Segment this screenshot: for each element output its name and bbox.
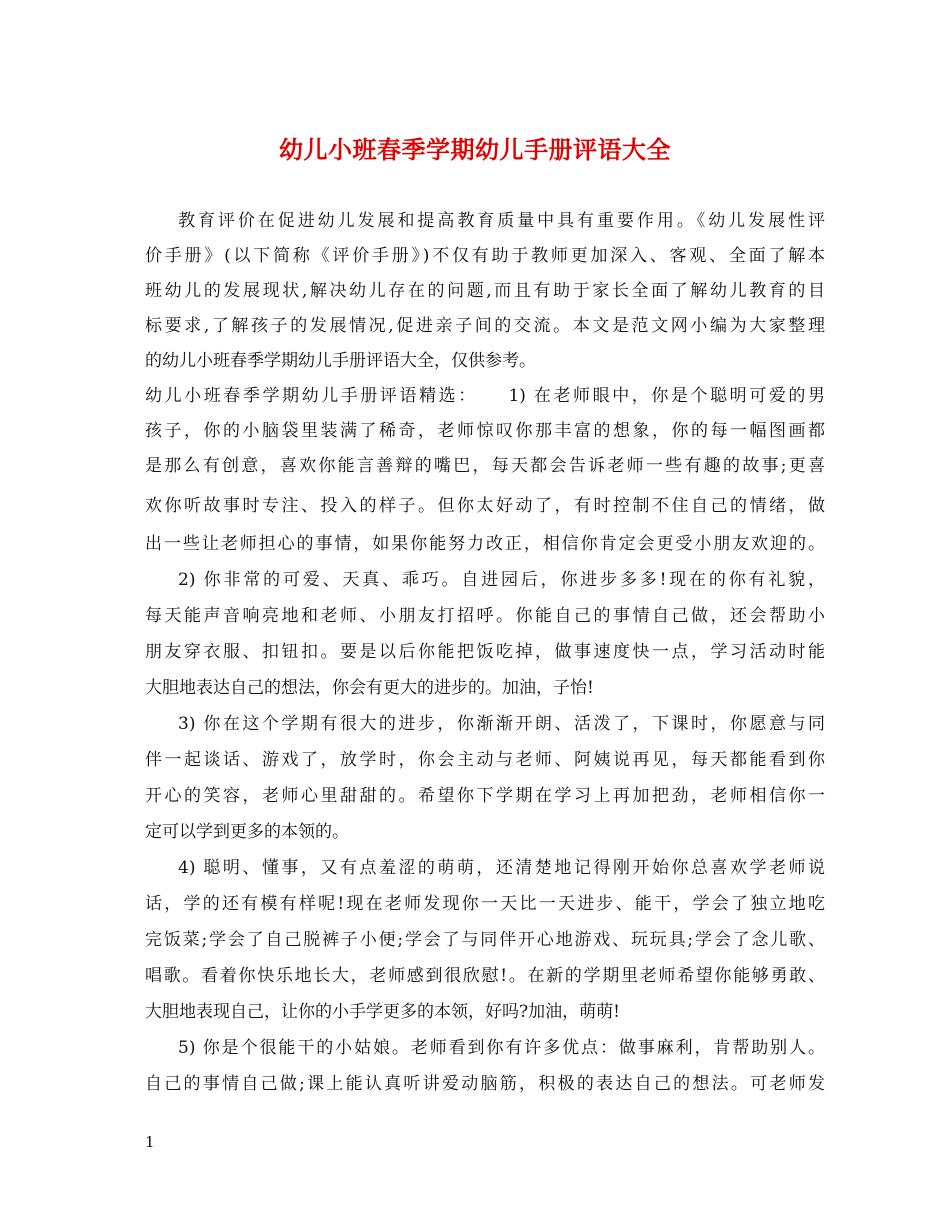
text-line: 欢你听故事时专注、投入的样子。但你太好动了，有时控制不住自己的情绪，做	[145, 496, 825, 516]
text-line: 教育评价在促进幼儿发展和提高教育质量中具有重要作用。《幼儿发展性评	[178, 211, 825, 231]
text-line: 3) 你在这个学期有很大的进步，你渐渐开朗、活泼了，下课时，你愿意与同	[178, 714, 825, 734]
text-line: 大胆地表现自己，让你的小手学更多的本领，好吗?加油，萌萌!	[145, 1002, 620, 1022]
text-line: 完饭菜;学会了自己脱裤子小便;学会了与同伴开心地游戏、玩玩具;学会了念儿歌、	[145, 930, 825, 950]
text-line: 开心的笑容，老师心里甜甜的。希望你下学期在学习上再加把劲，老师相信你一	[145, 786, 825, 806]
text-line: 幼儿小班春季学期幼儿手册评语精选： 1) 在老师眼中，你是个聪明可爱的男	[145, 386, 825, 406]
text-line: 班幼儿的发展现状,解决幼儿存在的问题,而且有助于家长全面了解幼儿教育的目	[145, 281, 825, 301]
text-line: 每天能声音响亮地和老师、小朋友打招呼。你能自己的事情自己做，还会帮助小	[145, 606, 825, 626]
text-line: 的幼儿小班春季学期幼儿手册评语大全，仅供参考。	[145, 351, 536, 371]
text-line: 定可以学到更多的本领的。	[145, 822, 349, 842]
text-line: 是那么有创意，喜欢你能言善辩的嘴巴，每天都会告诉老师一些有趣的故事;更喜	[145, 456, 825, 476]
text-line: 大胆地表达自己的想法，你会有更大的进步的。加油，子怡!	[145, 678, 594, 698]
text-line: 唱歌。看着你快乐地长大，老师感到很欣慰!。在新的学期里老师希望你能够勇敢、	[145, 966, 825, 986]
text-line: 2) 你非常的可爱、天真、乖巧。自进园后，你进步多多!现在的你有礼貌，	[178, 570, 825, 590]
text-line: 朋友穿衣服、扣钮扣。要是以后你能把饭吃掉，做事速度快一点，学习活动时能	[145, 642, 825, 662]
text-line: 孩子，你的小脑袋里装满了稀奇，老师惊叹你那丰富的想象，你的每一幅图画都	[145, 421, 825, 441]
text-line: 话，学的还有模有样呢!现在老师发现你一天比一天进步、能干，学会了独立地吃	[145, 894, 825, 914]
text-line: 出一些让老师担心的事情，如果你能努力改正，相信你肯定会更受小朋友欢迎的。	[145, 534, 825, 554]
page-number: 1	[145, 1133, 155, 1151]
text-line: 价手册》(以下简称《评价手册》)不仅有助于教师更加深入、客观、全面了解本	[145, 246, 825, 266]
text-line: 标要求,了解孩子的发展情况,促进亲子间的交流。本文是范文网小编为大家整理	[145, 316, 825, 336]
text-line: 自己的事情自己做;课上能认真听讲爱动脑筋，积极的表达自己的想法。可老师发	[145, 1074, 825, 1094]
text-line: 5) 你是个很能干的小姑娘。老师看到你有许多优点：做事麻利，肯帮助别人。	[178, 1038, 825, 1058]
text-line: 4) 聪明、懂事，又有点羞涩的萌萌，还清楚地记得刚开始你总喜欢学老师说	[178, 858, 825, 878]
page-title: 幼儿小班春季学期幼儿手册评语大全	[279, 135, 671, 164]
text-line: 伴一起谈话、游戏了，放学时，你会主动与老师、阿姨说再见，每天都能看到你	[145, 750, 825, 770]
